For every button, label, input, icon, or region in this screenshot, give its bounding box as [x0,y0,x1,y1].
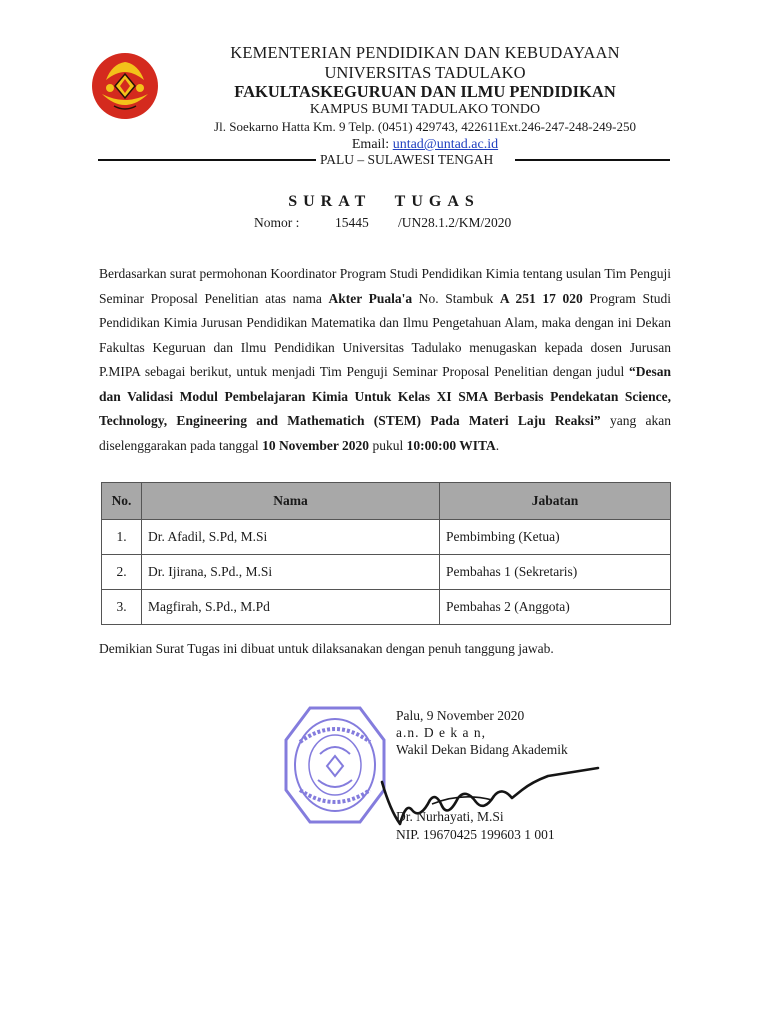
letterhead-divider [98,152,670,168]
campus-name: KAMPUS BUMI TADULAKO TONDO [309,102,541,117]
row-number: 3. [102,590,142,625]
signatory-position: Wakil Dekan Bidang Akademik [396,742,568,757]
signatory-nip: NIP. 19670425 199603 1 001 [396,827,555,842]
email-link[interactable]: untad@untad.ac.id [392,137,499,152]
divider-line-left [98,159,316,161]
table-row [102,520,671,555]
closing-statement: Demikian Surat Tugas ini dibuat untuk dilaksanakan dengan penuh tanggung jawab. [99,641,554,656]
student-id: A 251 17 020 [499,290,583,306]
on-behalf: a.n. D e k a n, [396,725,486,740]
thesis-title: “Desan dan Validasi Modul Pembelajaran Kimia Untuk Kelas XI SMA Berbasis Pendekatan Science, Technology, Engineering and Mathematich (STEM) Pada Materi Laju Reaksi” [99,364,671,428]
column-header-no: No. [102,483,142,520]
examiner-name: Magfirah, S.Pd., M.Pd [142,590,440,625]
email-label: Email: [351,137,393,152]
letter-body [99,262,671,458]
seminar-date: 10 November 2020 [262,437,370,453]
divider-line-right [515,159,670,161]
row-number: 1. [102,520,142,555]
city-line: PALU – SULAWESI TENGAH [320,152,494,167]
body-text: Berdasarkan surat permohonan Koordinator Program Studi Pendidikan Kimia tentang usulan Tim Penguji Seminar Proposal Penelitian atas nama [99,266,671,306]
table-row [102,590,671,625]
letter-number-code: /UN28.1.2/KM/2020 [398,215,512,230]
column-header-nama: Nama [142,483,440,520]
student-name: Akter Puala'a [328,290,413,306]
body-text: . [495,437,500,453]
column-header-jabatan: Jabatan [440,483,671,520]
body-text: yang akan diselenggarakan pada tanggal [99,413,671,453]
seminar-time: 10:00:00 WITA [406,437,496,453]
row-number: 2. [102,555,142,590]
signatory-name: Dr. Nurhayati, M.Si [396,809,504,824]
body-text: pukul [369,437,407,453]
number-label: Nomor : [254,215,300,230]
examiner-name: Dr. Ijirana, S.Pd., M.Si [142,555,440,590]
examiner-role: Pembimbing (Ketua) [440,520,671,555]
email-line [170,137,680,153]
place-date: Palu, 9 November 2020 [396,708,525,723]
examiner-role: Pembahas 2 (Anggota) [440,590,671,625]
examiner-role: Pembahas 1 (Sekretaris) [440,555,671,590]
letter-number: 15445 [335,215,369,230]
university-name: UNIVERSITAS TADULAKO [324,63,526,82]
university-logo [90,50,160,122]
body-text: No. Stambuk [412,290,500,306]
examiner-table [101,482,671,625]
ministry-name: KEMENTERIAN PENDIDIKAN DAN KEBUDAYAAN [230,43,620,62]
body-text: Program Studi Pendidikan Kimia Jurusan Pendidikan Matematika dan Ilmu Pengetahuan Alam, maka dengan ini Dekan Fakultas Keguruan dan Ilmu Pendidikan Universitas Tadulako menugaskan kepada dosen Jurusan P.MIPA sebagai berikut, untuk menjadi Tim Penguji Seminar Proposal Penelitian dengan judul [99,290,671,379]
letter-title: SURAT TUGAS [288,193,480,210]
table-header-row [102,483,671,520]
address-line: Jl. Soekarno Hatta Km. 9 Telp. (0451) 429743, 422611Ext.246-247-248-249-250 [214,119,636,134]
table-row [102,555,671,590]
examiner-name: Dr. Afadil, S.Pd, M.Si [142,520,440,555]
faculty-name: FAKULTASKEGURUAN DAN ILMU PENDIDIKAN [234,82,616,101]
